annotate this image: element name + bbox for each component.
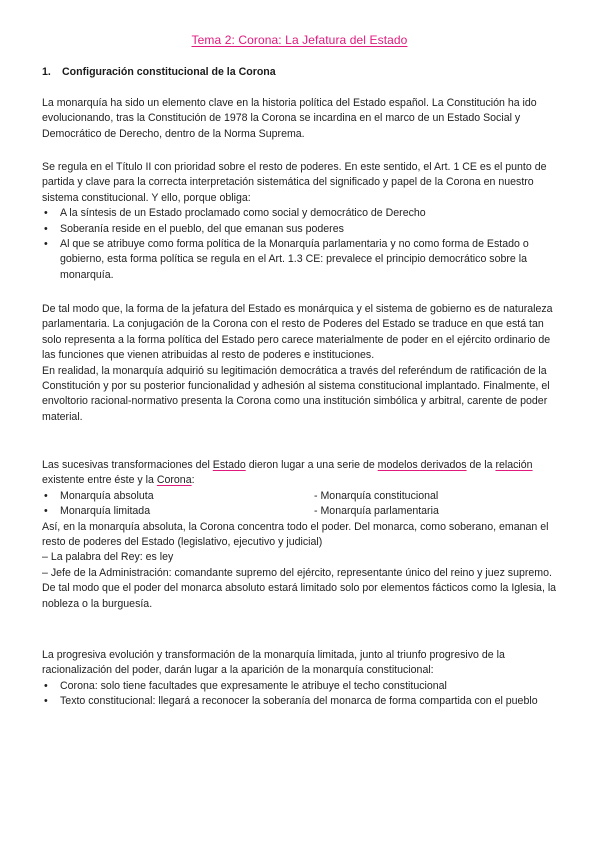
underlined-term: Corona bbox=[156, 474, 192, 487]
paragraph-form bbox=[42, 302, 562, 425]
underlined-term: Estado bbox=[212, 459, 246, 471]
underlined-term: modelos derivados bbox=[377, 459, 467, 471]
obligations-list bbox=[42, 206, 562, 283]
document-title: Tema 2: Corona: La Jefatura del Estado bbox=[191, 33, 408, 47]
paragraph-regulation bbox=[42, 160, 562, 283]
list-item: • A la síntesis de un Estado proclamado como social y democrático de Derecho bbox=[42, 206, 562, 221]
list-item: • Texto constitucional: llegará a reconocer la soberanía del monarca de forma compartida con el pueblo bbox=[42, 694, 562, 709]
list-item: • Soberanía reside en el pueblo, del que emanan sus poderes bbox=[42, 222, 562, 237]
dash-item: – Jefe de la Administración: comandante supremo del ejército, representante único del reino y juez supremo. bbox=[42, 566, 552, 579]
paragraph-text: Se regula en el Título II con prioridad sobre el resto de poderes. En este sentido, el Art. 1 CE es el punto de partida y clave para la correcta interpretación sistemática del significado y papel de la Corona en nuestro sistema constitucional. Y ello, porque obliga: bbox=[42, 161, 547, 204]
constitutional-list bbox=[42, 679, 562, 710]
section-number: 1. bbox=[42, 66, 51, 78]
dash-item: – La palabra del Rey: es ley bbox=[42, 551, 174, 564]
paragraph-text: De tal modo que el poder del monarca absoluto estará limitado solo por elementos fácticos como la Iglesia, la nobleza o la burguesía. bbox=[42, 582, 557, 610]
underlined-term: relación bbox=[495, 459, 533, 471]
model-item: - Monarquía parlamentaria bbox=[314, 505, 439, 518]
paragraph-text: En realidad, la monarquía adquirió su legitimación democrática a través del referéndum de ratificación de la Constitución y por su posterior funcionalidad y adhesión al sistema constitucional implantado. Finalmente, el envoltorio racional-normativo presenta la Corona como una institución simbólica y arbitral, carente de poder material. bbox=[42, 364, 550, 423]
models-row bbox=[42, 489, 562, 504]
list-item: • Corona: solo tiene facultades que expresamente le atribuye el techo constitucional bbox=[42, 679, 562, 694]
section-heading bbox=[42, 66, 276, 78]
model-item: - Monarquía constitucional bbox=[314, 489, 439, 502]
section-heading-text: Configuración constitucional de la Corona bbox=[62, 66, 276, 78]
model-item: • Monarquía limitada bbox=[42, 504, 150, 519]
paragraph-text: La monarquía ha sido un elemento clave en la historia política del Estado español. La Constitución ha ido evolucionando, tras la Constitución de 1978 la Corona se incardina en el marco de un Estado Social y Democrático de Derecho, dentro de la Norma Suprema. bbox=[42, 97, 537, 140]
paragraph-intro bbox=[42, 96, 562, 142]
list-item: • Al que se atribuye como forma política de la Monarquía parlamentaria y no como forma de Estado o gobierno, esta forma política se regula en el Art. 1.3 CE: prevalece el principio democrático sobre la monarquía. bbox=[42, 237, 562, 283]
paragraph-text: Así, en la monarquía absoluta, la Corona concentra todo el poder. Del monarca, como soberano, emanan el resto de poderes del Estado (legislativo, ejecutivo y judicial) bbox=[42, 520, 549, 548]
paragraph-text: De tal modo que, la forma de la jefatura del Estado es monárquica y el sistema de gobierno es de naturaleza parlamentaria. La conjugación de la Corona con el resto de Poderes del Estado se traduce en que está tan solo representa a la forma política del Estado pero carece materialmente de poder en el ejército ordinario de las funciones que vienen atribuidas al resto de poderes e instituciones. bbox=[42, 303, 553, 362]
paragraph-text: La progresiva evolución y transformación de la monarquía limitada, junto al triunfo progresivo de la racionalización del poder, darán lugar a la aparición de la monarquía constitucional: bbox=[42, 649, 505, 677]
models-row bbox=[42, 504, 562, 519]
paragraph-evolution bbox=[42, 648, 562, 710]
model-item: • Monarquía absoluta bbox=[42, 489, 154, 504]
paragraph-models bbox=[42, 458, 562, 612]
paragraph-text: Las sucesivas transformaciones del Estado dieron lugar a una serie de modelos derivados de la relación existente entre éste y la Corona: bbox=[42, 459, 533, 487]
